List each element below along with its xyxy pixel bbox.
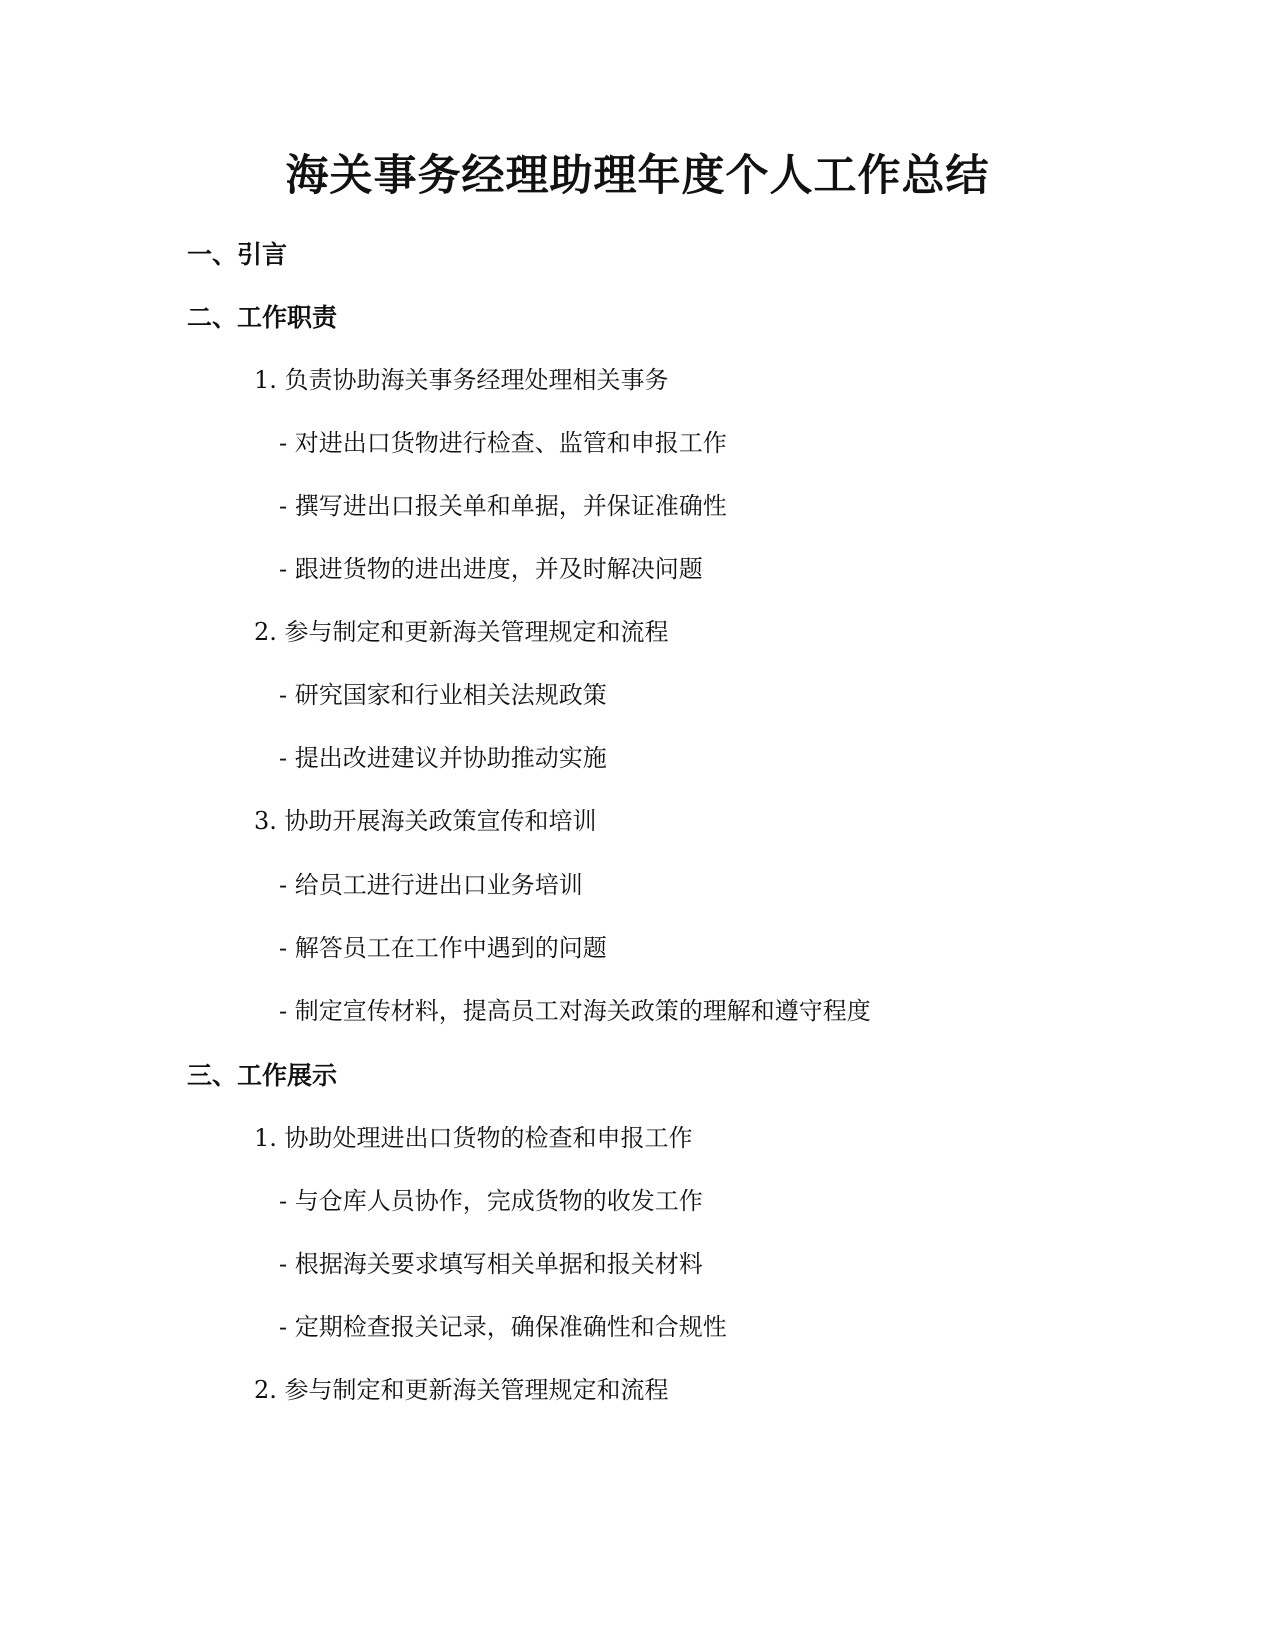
list-subitem: - 解答员工在工作中遇到的问题 [279,934,607,962]
list-subitem: - 提出改进建议并协助推动实施 [279,744,607,772]
list-item: 2. 参与制定和更新海关管理规定和流程 [254,618,669,646]
list-item: 2. 参与制定和更新海关管理规定和流程 [254,1376,669,1404]
list-subitem: - 跟进货物的进出进度，并及时解决问题 [279,555,703,583]
list-subitem: - 根据海关要求填写相关单据和报关材料 [279,1250,703,1278]
list-subitem: - 给员工进行进出口业务培训 [279,871,583,899]
section-heading-work-showcase: 三、工作展示 [187,1061,338,1090]
section-heading-introduction: 一、引言 [187,240,288,269]
list-subitem: - 与仓库人员协作，完成货物的收发工作 [279,1187,703,1215]
section-heading-responsibilities: 二、工作职责 [187,303,338,332]
document-title: 海关事务经理助理年度个人工作总结 [285,151,990,201]
list-subitem: - 撰写进出口报关单和单据，并保证准确性 [279,492,727,520]
list-item: 1. 负责协助海关事务经理处理相关事务 [254,366,669,394]
list-subitem: - 对进出口货物进行检查、监管和申报工作 [279,429,727,457]
list-item: 3. 协助开展海关政策宣传和培训 [254,807,597,835]
list-item: 1. 协助处理进出口货物的检查和申报工作 [254,1124,693,1152]
list-subitem: - 定期检查报关记录，确保准确性和合规性 [279,1313,727,1341]
list-subitem: - 制定宣传材料，提高员工对海关政策的理解和遵守程度 [279,997,871,1025]
list-subitem: - 研究国家和行业相关法规政策 [279,681,607,709]
